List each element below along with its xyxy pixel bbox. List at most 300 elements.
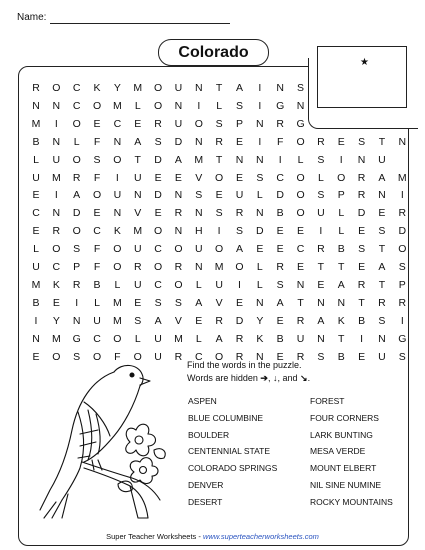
grid-letter[interactable]: I xyxy=(258,135,262,148)
grid-letter[interactable]: R xyxy=(357,278,366,291)
grid-letter[interactable]: S xyxy=(398,350,406,363)
grid-letter[interactable]: F xyxy=(93,261,101,273)
grid-letter[interactable]: I xyxy=(197,99,201,112)
grid-letter[interactable]: L xyxy=(256,261,263,273)
grid-letter[interactable]: C xyxy=(195,350,203,363)
grid-letter[interactable]: S xyxy=(358,243,366,256)
grid-letter[interactable]: O xyxy=(52,82,61,94)
grid-letter[interactable]: E xyxy=(358,261,366,273)
grid-letter[interactable]: R xyxy=(398,296,407,309)
grid-letter[interactable]: E xyxy=(215,189,223,202)
grid-letter[interactable]: G xyxy=(296,117,305,130)
grid-letter[interactable]: N xyxy=(195,82,203,94)
grid-letter[interactable]: E xyxy=(32,225,40,238)
grid-letter[interactable]: O xyxy=(215,171,224,184)
grid-letter[interactable]: O xyxy=(154,225,163,238)
grid-letter[interactable]: P xyxy=(73,261,81,273)
word-bank-item: FOREST xyxy=(310,396,345,406)
grid-letter[interactable]: B xyxy=(358,314,366,327)
grid-letter[interactable]: F xyxy=(276,135,284,148)
grid-letter[interactable]: U xyxy=(195,243,203,256)
grid-letter[interactable]: N xyxy=(256,296,264,309)
grid-letter[interactable]: R xyxy=(378,296,386,309)
grid-letter[interactable]: I xyxy=(54,189,58,202)
grid-letter[interactable]: C xyxy=(52,261,61,273)
grid-letter[interactable]: K xyxy=(113,225,121,238)
grid-letter[interactable]: M xyxy=(133,225,143,238)
grid-letter[interactable]: O xyxy=(174,278,183,291)
grid-letter[interactable]: Y xyxy=(256,314,264,327)
grid-letter[interactable]: F xyxy=(93,135,101,148)
grid-letter[interactable]: U xyxy=(378,350,386,363)
word-bank-item: FOUR CORNERS xyxy=(310,412,379,423)
grid-letter[interactable]: O xyxy=(296,171,305,184)
grid-letter[interactable]: L xyxy=(33,153,39,166)
grid-letter[interactable]: S xyxy=(358,135,366,148)
grid-letter[interactable]: N xyxy=(133,189,142,202)
grid-letter[interactable]: V xyxy=(215,296,223,309)
grid-letter[interactable]: E xyxy=(297,225,305,238)
grid-letter[interactable]: T xyxy=(134,153,141,166)
grid-letter[interactable]: N xyxy=(256,207,264,220)
grid-letter[interactable]: I xyxy=(278,153,282,166)
grid-letter[interactable]: V xyxy=(174,314,182,327)
grid-letter[interactable]: P xyxy=(398,278,406,291)
grid-letter[interactable]: A xyxy=(378,261,386,273)
grid-letter[interactable]: L xyxy=(94,296,100,309)
grid-letter[interactable]: Y xyxy=(52,314,60,327)
grid-letter[interactable]: O xyxy=(398,243,407,256)
grid-letter[interactable]: I xyxy=(319,225,323,238)
grid-letter[interactable]: A xyxy=(276,296,284,309)
word-bank-item: ROCKY MOUNTAINS xyxy=(310,496,393,507)
grid-letter[interactable]: M xyxy=(51,332,61,345)
grid-letter[interactable]: Y xyxy=(113,82,121,94)
grid-letter[interactable]: S xyxy=(154,135,162,148)
grid-letter[interactable]: S xyxy=(73,350,81,363)
grid-letter[interactable]: L xyxy=(256,278,263,291)
grid-letter[interactable]: A xyxy=(337,278,345,291)
grid-letter[interactable]: I xyxy=(400,189,404,202)
grid-letter[interactable]: O xyxy=(215,350,224,363)
grid-letter[interactable]: O xyxy=(154,99,163,112)
grid-letter[interactable]: O xyxy=(52,243,61,256)
grid-letter[interactable]: O xyxy=(92,99,102,112)
grid-letter[interactable]: A xyxy=(154,314,162,327)
grid-letter[interactable]: L xyxy=(338,207,345,220)
grid-letter[interactable]: O xyxy=(92,350,102,363)
grid-letter[interactable]: M xyxy=(113,296,122,309)
grid-letter[interactable]: F xyxy=(93,171,101,184)
grid-letter[interactable]: O xyxy=(113,261,122,273)
grid-letter[interactable]: T xyxy=(358,296,365,309)
grid-letter[interactable]: I xyxy=(54,117,58,130)
grid-letter[interactable]: S xyxy=(398,261,406,273)
grid-letter[interactable]: N xyxy=(72,314,81,327)
grid-letter[interactable]: R xyxy=(296,314,305,327)
grid-letter[interactable]: C xyxy=(154,243,162,256)
grid-letter[interactable]: E xyxy=(235,171,243,184)
grid-letter[interactable]: I xyxy=(258,82,262,94)
grid-letter[interactable]: A xyxy=(317,314,325,327)
grid-letter[interactable]: S xyxy=(235,225,243,238)
grid-letter[interactable]: E xyxy=(297,261,305,273)
grid-letter[interactable]: T xyxy=(317,261,325,273)
grid-letter[interactable]: L xyxy=(338,225,345,238)
grid-letter[interactable]: I xyxy=(34,314,38,327)
grid-letter[interactable]: A xyxy=(195,296,203,309)
grid-letter[interactable]: E xyxy=(32,350,40,363)
grid-letter[interactable]: O xyxy=(154,82,163,94)
grid-letter[interactable]: I xyxy=(75,296,79,309)
grid-letter[interactable]: M xyxy=(174,332,183,345)
grid-letter[interactable]: V xyxy=(134,207,142,220)
grid-letter[interactable]: R xyxy=(133,261,142,273)
grid-letter[interactable]: S xyxy=(195,189,203,202)
grid-letter[interactable]: L xyxy=(73,135,80,148)
grid-letter[interactable]: G xyxy=(72,332,81,345)
word-bank-item: ASPEN xyxy=(188,396,217,406)
grid-letter[interactable]: D xyxy=(72,207,81,220)
grid-letter[interactable]: L xyxy=(195,278,202,291)
grid-letter[interactable]: G xyxy=(398,332,407,345)
grid-letter[interactable]: U xyxy=(113,189,122,202)
grid-letter[interactable]: R xyxy=(174,261,183,273)
grid-letter[interactable]: U xyxy=(154,350,162,363)
grid-letter[interactable]: O xyxy=(52,350,61,363)
grid-letter[interactable]: N xyxy=(337,296,346,309)
grid-letter[interactable]: D xyxy=(154,153,162,166)
grid-letter[interactable]: V xyxy=(195,171,203,184)
instructions-end: . xyxy=(307,373,311,383)
grid-letter[interactable]: E xyxy=(52,296,60,309)
grid-letter[interactable]: O xyxy=(113,153,122,166)
grid-letter[interactable]: O xyxy=(296,135,305,148)
grid-letter[interactable]: R xyxy=(72,278,81,291)
grid-letter[interactable]: R xyxy=(235,207,244,220)
grid-letter[interactable]: A xyxy=(215,332,223,345)
grid-letter[interactable]: E xyxy=(378,207,386,220)
grid-letter[interactable]: K xyxy=(337,314,345,327)
instructions xyxy=(187,359,310,385)
grid-letter[interactable]: B xyxy=(337,243,345,256)
grid-letter[interactable]: M xyxy=(397,171,407,184)
grid-letter[interactable]: E xyxy=(276,314,284,327)
grid-letter[interactable]: A xyxy=(134,135,142,148)
grid-letter[interactable]: N xyxy=(174,225,183,238)
grid-letter[interactable]: R xyxy=(235,332,244,345)
grid-letter[interactable]: T xyxy=(338,261,345,273)
grid-letter[interactable]: N xyxy=(317,296,325,309)
grid-letter[interactable]: E xyxy=(276,225,284,238)
grid-letter[interactable]: N xyxy=(52,135,61,148)
grid-letter[interactable]: O xyxy=(133,350,142,363)
grid-letter[interactable]: S xyxy=(73,243,81,256)
grid-letter[interactable]: N xyxy=(357,153,366,166)
footer-url[interactable]: www.superteacherworksheets.com xyxy=(202,532,319,541)
grid-letter[interactable]: F xyxy=(93,243,101,256)
grid-letter[interactable]: T xyxy=(378,135,386,148)
grid-letter[interactable]: N xyxy=(174,99,183,112)
grid-letter[interactable]: E xyxy=(358,225,366,238)
grid-letter[interactable]: S xyxy=(256,171,264,184)
grid-letter[interactable]: N xyxy=(235,153,244,166)
grid-letter[interactable]: M xyxy=(133,82,143,94)
word-bank-item: DENVER xyxy=(188,480,224,490)
grid-letter[interactable]: C xyxy=(276,171,284,184)
name-label: Name: xyxy=(17,12,47,23)
grid-letter[interactable]: C xyxy=(72,82,81,94)
grid-letter[interactable]: B xyxy=(93,278,101,291)
grid-letter[interactable]: R xyxy=(215,135,223,148)
grid-letter[interactable]: R xyxy=(174,350,183,363)
grid-letter[interactable]: M xyxy=(113,314,122,327)
grid-letter[interactable]: D xyxy=(357,207,366,220)
grid-letter[interactable]: U xyxy=(133,278,142,291)
grid-letter[interactable]: U xyxy=(235,189,244,202)
grid-letter[interactable]: N xyxy=(52,99,61,112)
instructions-line1: Find the words in the puzzle. xyxy=(187,360,302,370)
grid-letter[interactable]: B xyxy=(276,207,284,220)
grid-letter[interactable]: S xyxy=(317,189,325,202)
grid-letter[interactable]: A xyxy=(235,243,243,256)
grid-letter[interactable]: I xyxy=(238,278,241,291)
grid-letter[interactable]: K xyxy=(93,82,101,94)
grid-letter[interactable]: P xyxy=(235,117,243,130)
grid-letter[interactable]: O xyxy=(72,225,81,238)
grid-letter[interactable]: E xyxy=(32,189,40,202)
grid-letter[interactable]: B xyxy=(276,332,284,345)
grid-letter[interactable]: S xyxy=(317,350,325,363)
grid-letter[interactable]: U xyxy=(52,153,61,166)
grid-letter[interactable]: S xyxy=(317,153,325,166)
grid-letter[interactable]: E xyxy=(154,207,162,220)
grid-letter[interactable]: N xyxy=(32,99,40,112)
grid-letter[interactable]: E xyxy=(93,117,101,130)
grid-letter[interactable]: E xyxy=(276,243,284,256)
grid-letter[interactable]: N xyxy=(276,82,284,94)
grid-letter[interactable]: U xyxy=(174,82,183,94)
grid-letter[interactable]: T xyxy=(297,296,304,309)
grid-letter[interactable]: U xyxy=(154,332,162,345)
grid-letter[interactable]: L xyxy=(317,171,324,184)
grid-letter[interactable]: S xyxy=(215,207,223,220)
grid-letter[interactable]: N xyxy=(113,135,122,148)
grid-letter[interactable]: B xyxy=(337,350,345,363)
grid-letter[interactable]: T xyxy=(378,243,386,256)
grid-letter[interactable]: E xyxy=(134,117,142,130)
grid-letter[interactable]: S xyxy=(154,296,162,309)
grid-letter[interactable]: O xyxy=(296,207,305,220)
grid-letter[interactable]: I xyxy=(360,332,364,345)
grid-letter[interactable]: A xyxy=(235,82,243,94)
grid-letter[interactable]: M xyxy=(31,117,41,130)
grid-letter[interactable]: A xyxy=(73,189,81,202)
grid-letter[interactable]: E xyxy=(174,171,182,184)
grid-letter[interactable]: G xyxy=(276,99,285,112)
grid-letter[interactable]: T xyxy=(215,82,223,94)
grid-letter[interactable]: R xyxy=(276,117,284,130)
grid-letter[interactable]: L xyxy=(134,99,141,112)
grid-letter[interactable]: R xyxy=(317,135,325,148)
grid-letter[interactable]: D xyxy=(154,189,162,202)
grid-letter[interactable]: R xyxy=(215,314,223,327)
grid-letter[interactable]: E xyxy=(317,278,325,291)
grid-letter[interactable]: O xyxy=(194,117,203,130)
grid-letter[interactable]: N xyxy=(256,117,264,130)
grid-letter[interactable]: C xyxy=(296,243,305,256)
grid-letter[interactable]: L xyxy=(216,99,223,112)
grid-letter[interactable]: T xyxy=(215,153,223,166)
grid-letter[interactable]: T xyxy=(378,278,386,291)
grid-letter[interactable]: N xyxy=(195,207,203,220)
grid-letter[interactable]: U xyxy=(32,261,40,273)
grid-letter[interactable]: L xyxy=(297,153,304,166)
grid-letter[interactable]: T xyxy=(338,332,345,345)
grid-letter[interactable]: M xyxy=(113,99,122,112)
grid-letter[interactable]: N xyxy=(174,189,183,202)
grid-letter[interactable]: N xyxy=(296,99,305,112)
grid-letter[interactable]: O xyxy=(154,261,163,273)
grid-letter[interactable]: N xyxy=(378,189,386,202)
grid-letter[interactable]: D xyxy=(276,189,284,202)
grid-letter[interactable]: R xyxy=(398,207,407,220)
grid-letter[interactable]: E xyxy=(235,135,243,148)
grid-letter[interactable]: C xyxy=(93,225,101,238)
grid-letter[interactable]: D xyxy=(398,225,407,238)
grid-letter[interactable]: K xyxy=(52,278,60,291)
grid-letter[interactable]: A xyxy=(378,171,386,184)
grid-letter[interactable]: S xyxy=(93,153,101,166)
grid-letter[interactable]: N xyxy=(256,350,264,363)
word-bank-item: COLORADO SPRINGS xyxy=(188,463,278,474)
grid-letter[interactable]: S xyxy=(215,117,223,130)
grid-letter[interactable]: S xyxy=(134,314,142,327)
grid-letter[interactable]: E xyxy=(337,135,345,148)
grid-letter[interactable]: L xyxy=(33,243,39,256)
grid-letter[interactable]: U xyxy=(133,243,142,256)
grid-letter[interactable]: S xyxy=(235,99,243,112)
grid-letter[interactable]: O xyxy=(92,189,102,202)
grid-letter[interactable]: R xyxy=(317,243,325,256)
grid-letter[interactable]: L xyxy=(134,332,141,345)
name-line[interactable] xyxy=(50,23,230,24)
grid-letter[interactable]: M xyxy=(214,261,224,273)
grid-letter[interactable]: N xyxy=(52,207,61,220)
grid-letter[interactable]: E xyxy=(93,207,101,220)
grid-letter[interactable]: O xyxy=(72,117,81,130)
grid-letter[interactable]: R xyxy=(72,171,81,184)
grid-letter[interactable]: R xyxy=(296,350,305,363)
grid-letter[interactable]: S xyxy=(297,82,305,94)
grid-letter[interactable]: R xyxy=(154,117,162,130)
grid-letter[interactable]: A xyxy=(174,153,182,166)
grid-letter[interactable]: R xyxy=(32,82,40,94)
grid-letter[interactable]: O xyxy=(72,153,81,166)
grid-letter[interactable]: O xyxy=(337,171,346,184)
grid-letter[interactable]: S xyxy=(174,296,182,309)
grid-letter[interactable]: S xyxy=(378,314,386,327)
grid-letter[interactable]: C xyxy=(154,278,162,291)
grid-letter[interactable]: U xyxy=(174,117,183,130)
grid-letter[interactable]: N xyxy=(256,153,264,166)
grid-letter[interactable]: B xyxy=(32,296,40,309)
grid-letter[interactable]: L xyxy=(256,189,263,202)
grid-letter[interactable]: L xyxy=(114,278,121,291)
grid-letter[interactable]: M xyxy=(194,153,204,166)
grid-letter[interactable]: B xyxy=(32,135,40,148)
grid-letter[interactable]: R xyxy=(357,189,366,202)
grid-letter[interactable]: E xyxy=(134,296,142,309)
grid-letter[interactable]: M xyxy=(51,171,61,184)
grid-letter[interactable]: O xyxy=(113,243,122,256)
grid-letter[interactable]: I xyxy=(217,225,221,238)
grid-letter[interactable]: D xyxy=(256,225,264,238)
grid-letter[interactable]: E xyxy=(358,350,366,363)
grid-letter[interactable]: H xyxy=(195,225,203,238)
grid-letter[interactable]: E xyxy=(195,314,203,327)
grid-letter[interactable]: R xyxy=(357,171,366,184)
grid-letter[interactable]: E xyxy=(276,350,284,363)
grid-letter[interactable]: O xyxy=(296,189,305,202)
grid-letter[interactable]: N xyxy=(195,261,203,273)
grid-letter[interactable]: O xyxy=(113,332,122,345)
grid-letter[interactable]: D xyxy=(235,314,244,327)
grid-letter[interactable]: R xyxy=(52,225,61,238)
grid-letter[interactable]: N xyxy=(195,135,203,148)
grid-letter[interactable]: I xyxy=(339,153,343,166)
grid-letter[interactable]: I xyxy=(400,314,404,327)
grid-letter[interactable]: N xyxy=(113,207,122,220)
grid-letter[interactable]: U xyxy=(215,278,223,291)
grid-letter[interactable]: C xyxy=(93,332,101,345)
grid-letter[interactable]: M xyxy=(31,278,41,291)
grid-letter[interactable]: U xyxy=(32,171,40,184)
grid-letter[interactable]: E xyxy=(154,171,162,184)
grid-letter[interactable]: C xyxy=(72,99,81,112)
grid-letter[interactable]: L xyxy=(195,332,202,345)
grid-letter[interactable]: N xyxy=(296,278,305,291)
grid-letter[interactable]: R xyxy=(276,261,284,273)
grid-letter[interactable]: O xyxy=(174,243,183,256)
grid-letter[interactable]: U xyxy=(93,314,101,327)
grid-letter[interactable]: I xyxy=(258,99,262,112)
grid-letter[interactable]: F xyxy=(114,350,121,363)
grid-letter[interactable]: O xyxy=(235,261,244,273)
grid-letter[interactable]: R xyxy=(235,350,244,363)
grid-letter[interactable]: E xyxy=(256,243,264,256)
grid-letter[interactable]: O xyxy=(215,243,224,256)
grid-letter[interactable]: N xyxy=(378,332,386,345)
grid-letter[interactable]: U xyxy=(296,332,305,345)
grid-letter[interactable]: N xyxy=(398,135,407,148)
grid-letter[interactable]: K xyxy=(256,332,264,345)
grid-letter[interactable]: U xyxy=(133,171,142,184)
grid-letter[interactable]: U xyxy=(378,153,386,166)
grid-letter[interactable]: R xyxy=(174,207,183,220)
grid-letter[interactable]: N xyxy=(32,332,40,345)
grid-letter[interactable]: S xyxy=(378,225,386,238)
grid-letter[interactable]: S xyxy=(276,278,284,291)
grid-letter[interactable]: P xyxy=(337,189,345,202)
grid-letter[interactable]: N xyxy=(317,332,325,345)
grid-letter[interactable]: U xyxy=(317,207,325,220)
grid-letter[interactable]: D xyxy=(174,135,183,148)
grid-letter[interactable]: C xyxy=(32,207,40,220)
grid-letter[interactable]: E xyxy=(235,296,243,309)
grid-letter[interactable]: I xyxy=(115,171,119,184)
grid-letter[interactable]: C xyxy=(113,117,122,130)
